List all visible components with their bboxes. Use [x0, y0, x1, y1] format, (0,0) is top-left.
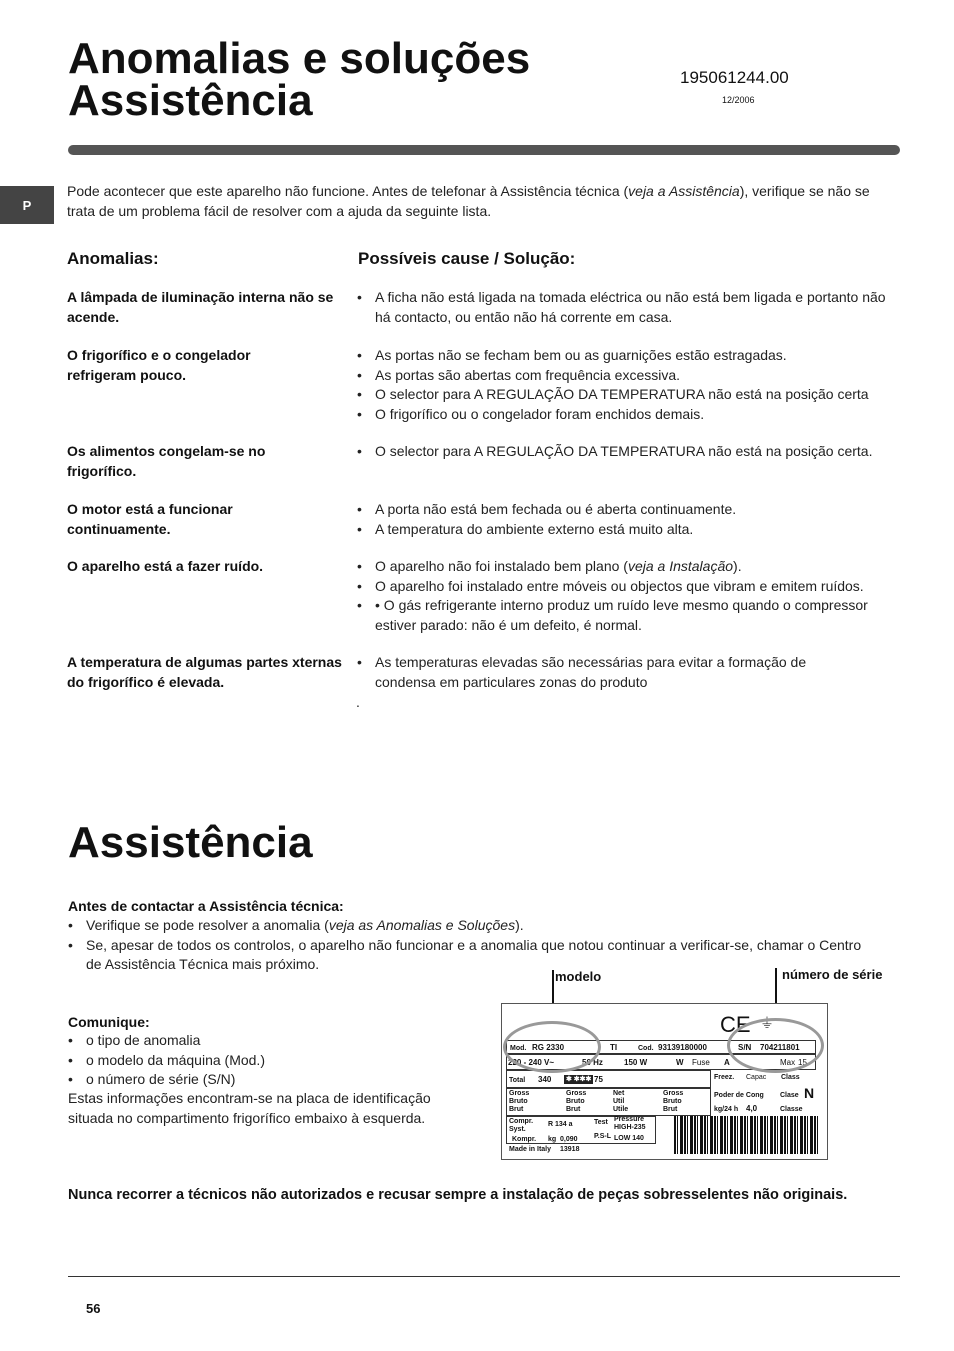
plate-net: Net Util Utile [613, 1090, 629, 1113]
before-item-text: Verifique se pode resolver a anomalia ( [86, 917, 329, 933]
plate-kg24-value: 4,0 [746, 1104, 758, 1113]
before-contact-list [68, 916, 878, 975]
plate-sn-label: S/N [738, 1043, 752, 1052]
plate-max-value: 15 [798, 1058, 807, 1067]
document-date: 12/2006 [722, 95, 755, 105]
solution-item: • As temperaturas elevadas são necessárias para evitar a formação de condensa em particulares zonas do produto [357, 653, 857, 692]
solution-item: • As portas não se fecham bem ou as guarnições estão estragadas. [357, 346, 907, 366]
assist-title: Assistência [68, 818, 313, 867]
plate-w2: W [676, 1058, 684, 1067]
footer-rule [68, 1276, 900, 1277]
ce-mark-icon: CE [720, 1012, 751, 1037]
plate-cod-value: 93139180000 [658, 1043, 707, 1052]
plate-amp: A [724, 1058, 730, 1067]
plate-volt: 220 - 240 V~ [508, 1058, 555, 1067]
plate-gross-3: Gross Bruto Brut [663, 1090, 684, 1113]
anomaly-2: O frigorífico e o congelador refrigeram pouco. [67, 347, 251, 383]
communicate-heading: Comunique: [68, 1014, 150, 1030]
solution-item: • O selector para A REGULAÇÃO DA TEMPERATURA não está na posição certa [357, 385, 907, 405]
plate-gross-2: Gross Bruto Brut [566, 1090, 587, 1113]
before-item [68, 916, 878, 936]
solution-item: • O frigorífico ou o congelador foram enchidos demais. [357, 405, 907, 425]
anomaly-3: Os alimentos congelam-se no frigorífico. [67, 443, 266, 479]
communicate-item: • o modelo da máquina (Mod.) [68, 1051, 468, 1071]
plate-row-total [506, 1070, 711, 1088]
plate-made-value: 13918 [560, 1146, 580, 1153]
communicate-note: Estas informações encontram-se na placa de identificação situada no compartimento frigorífico embaixo à esquerda. [68, 1090, 431, 1126]
plate-total-value: 340 [538, 1075, 552, 1084]
plate-kg: kg [548, 1136, 557, 1143]
language-tab: P [0, 186, 54, 224]
intro-before: Pode acontecer que este aparelho não funcione. Antes de telefonar à Assistência técnica ( [67, 183, 629, 199]
before-item-ref: veja as Anomalias e Soluções [328, 917, 516, 933]
plate-class: Class [781, 1074, 800, 1081]
plate-watt: 150 W [624, 1058, 648, 1067]
plate-classe: Classe [780, 1106, 803, 1113]
model-callout-label: modelo [555, 969, 602, 984]
solution-item: • As portas são abertas com frequência excessiva. [357, 366, 907, 386]
anomaly-1: A lâmpada de iluminação interna não se acende. [67, 289, 334, 325]
model-highlight-circle [503, 1021, 601, 1073]
communicate-list [68, 1031, 468, 1090]
solutions-5 [357, 557, 902, 635]
plate-snowflake-icon: ✱ ✱✱✱ [566, 1076, 592, 1083]
solution-item: • A temperatura do ambiente externo está muito alta. [357, 520, 902, 540]
trailing-dot: . [356, 694, 360, 710]
communicate-item: • o número de série (S/N) [68, 1070, 468, 1090]
plate-total-value2: 75 [594, 1075, 603, 1084]
before-contact-heading: Antes de contactar a Assistência técnica: [68, 898, 344, 914]
plate-total-label: Total [509, 1077, 526, 1084]
plate-psl: P.S-L [594, 1133, 611, 1140]
plate-compr: Compr. Syst. [509, 1118, 534, 1133]
plate-capac: Capac [746, 1074, 767, 1081]
page-title [68, 34, 628, 125]
solution-item: • • O gás refrigerante interno produz um ruído leve mesmo quando o compressor estiver parado: não é um defeito, é normal. [357, 596, 902, 635]
plate-pressure: Pressure HIGH-235 [614, 1116, 646, 1131]
plate-made: Made in Italy [509, 1146, 552, 1153]
document-number: 195061244.00 [680, 68, 789, 87]
solutions-4 [357, 500, 902, 539]
solutions-6 [357, 653, 857, 692]
plate-kg24: kg/24 h [714, 1106, 739, 1113]
solution-item: • O aparelho não foi instalado bem plano (veja a Instalação). [357, 557, 902, 577]
solutions-3 [357, 442, 877, 462]
warning-text: Nunca recorrer a técnicos não autorizados e recusar sempre a instalação de peças sobresselentes não originais. [68, 1187, 848, 1203]
plate-gross-1: Gross Bruto Brut [509, 1090, 530, 1113]
communicate-item: • o tipo de anomalia [68, 1031, 468, 1051]
plate-clase-value: N [804, 1085, 815, 1101]
anomaly-4: O motor está a funcionar continuamente. [67, 501, 233, 537]
page-title-line2: Assistência [68, 76, 313, 125]
serial-highlight-circle [727, 1015, 824, 1073]
solution-item: • A porta não está bem fechada ou é aberta continuamente. [357, 500, 902, 520]
ground-icon: ⏚ [760, 1015, 774, 1031]
solution-item: • O selector para A REGULAÇÃO DA TEMPERATURA não está na posição certa. [357, 442, 877, 462]
solution-item: • A ficha não está ligada na tomada eléctrica ou não está bem ligada e portanto não há contacto, ou então não há corrente em casa. [357, 288, 902, 327]
plate-low: LOW 140 [614, 1135, 644, 1142]
page-number: 56 [86, 1301, 101, 1316]
plate-fuse: Fuse [692, 1058, 710, 1067]
plate-sn-value: 704211801 [760, 1043, 800, 1052]
barcode-icon [674, 1116, 819, 1154]
plate-ti: TI [610, 1043, 618, 1052]
before-item-text: Se, apesar de todos os controlos, o aparelho não funcionar e a anomalia que notou continuar a verificar-se, chamar o Centro de Assistência Técnica mais próximo. [86, 936, 862, 972]
anomaly-5: O aparelho está a fazer ruído. [67, 558, 264, 574]
solutions-1 [357, 288, 902, 327]
plate-poder: Poder de Cong [714, 1092, 764, 1099]
plate-mod-value: RG 2330 [532, 1043, 565, 1052]
plate-kompr: Kompr. [512, 1136, 537, 1143]
header-rule [68, 145, 900, 155]
plate-kg-value: 0,090 [560, 1136, 578, 1143]
solution-item: • O aparelho foi instalado entre móveis ou objectos que vibram e emitem ruídos. [357, 577, 902, 597]
install-ref: veja a Instalação [627, 558, 734, 574]
anomaly-6: A temperatura de algumas partes xternas do frigorífico é elevada. [67, 654, 342, 690]
plate-hz: 50 Hz [582, 1058, 603, 1067]
plate-r134: R 134 a [548, 1121, 573, 1128]
plate-max: Max [780, 1058, 796, 1067]
anomalies-header: Anomalias: [67, 249, 159, 268]
plate-mod-label: Mod. [510, 1045, 527, 1052]
page-title-line1: Anomalias e soluções [68, 34, 531, 83]
plate-cod-label: Cod. [638, 1045, 654, 1052]
before-item [68, 936, 878, 975]
before-item-after: ). [515, 917, 524, 933]
intro-paragraph [67, 181, 887, 221]
plate-clase: Clase [780, 1092, 799, 1099]
plate-test: Test [594, 1119, 608, 1126]
solutions-2 [357, 346, 907, 424]
serial-callout-label: número de série [782, 967, 883, 982]
plate-freez: Freez. [714, 1074, 735, 1081]
intro-link-ref: veja a Assistência [628, 183, 740, 199]
intro-after: ), verifique se não se trata de um problema fácil de resolver com a ajuda da seguinte lista. [67, 183, 870, 219]
solutions-header: Possíveis cause / Solução: [358, 249, 576, 268]
